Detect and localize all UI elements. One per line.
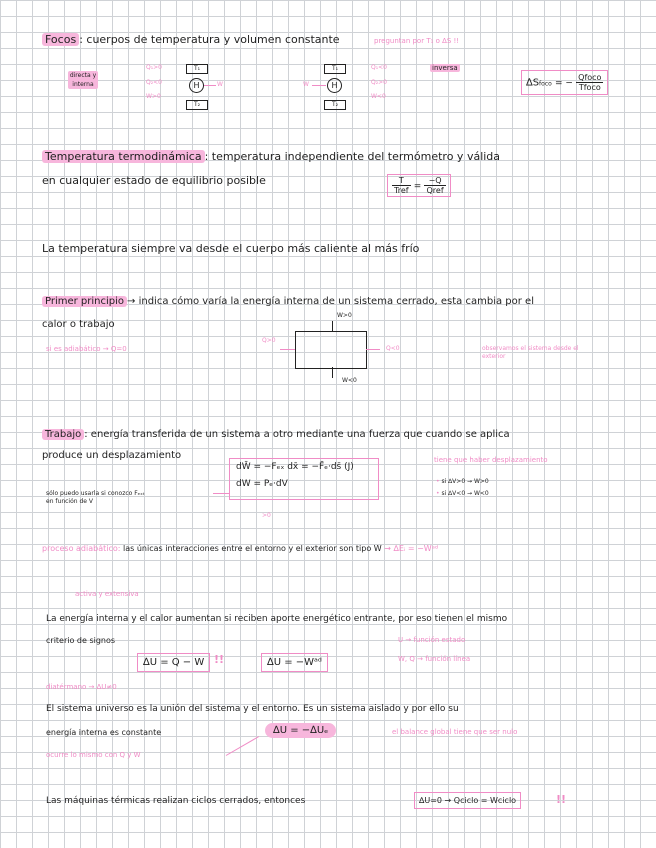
interna-funcion2: W, Q → función línea (398, 655, 471, 663)
right-t2-box: T₂ (324, 100, 346, 110)
entropy-eq: = − (555, 78, 573, 89)
universo-arrow (226, 736, 259, 756)
interna-box2: ∆U = −Wᵃᵈ (261, 653, 328, 672)
system-box (295, 331, 367, 369)
universo-text2: energía interna es constante (46, 728, 162, 737)
adiabatico-result: → ∆Eᵢ = −Wᵃᵈ (384, 544, 439, 553)
trabajo-formula-box (229, 458, 379, 500)
interna-text: La energía interna y el calor aumentan si reciben aporte energético entrante, por eso tienen el mismo (46, 614, 508, 624)
focos-inversa (430, 60, 460, 74)
right-q2: Q₂>0 (371, 79, 387, 86)
focos-text: : cuerpos de temperatura y volumen constante (79, 33, 340, 46)
interna-box1: ∆U = Q − W (137, 653, 210, 672)
w-bottom-arrow (332, 367, 333, 378)
focos-term: Focos (42, 33, 79, 46)
primer-adiabatico: si es adiabático → Q=0 (46, 345, 127, 353)
temp-termo-term: Temperatura termodinámica (42, 150, 205, 163)
q-right-label: Q<0 (386, 345, 400, 352)
focos-question: preguntan por T₁ o ∆S !! (374, 37, 460, 45)
right-w-arrow (312, 85, 326, 86)
tt-rhs (424, 176, 445, 195)
entropy-num: Qfoco (578, 73, 602, 82)
w-top-label: W>0 (337, 312, 352, 319)
focos-directa-label: directa y interna (69, 72, 97, 88)
maquinas-text: Las máquinas térmicas realizan ciclos cerrados, entonces (46, 796, 306, 806)
entropy-sub: foco (539, 80, 552, 88)
trabajo-formula1: dW̄ = −Fₑₓ dx̄ = −F̄ₑ·ds̄ (J) (236, 462, 354, 472)
primer-text2: calor o trabajo (42, 319, 115, 330)
temp-termo-formula (387, 174, 451, 197)
entropy-lhs: ∆S (526, 77, 540, 89)
trabajo-bullet1: • si ∆V>0 → W>0 (436, 478, 489, 485)
maquinas-box: ∆U=0 → Qciclo = Wciclo (414, 792, 521, 809)
left-w-arrow (204, 85, 216, 86)
trabajo-bullet2-text: si ∆V<0 → W<0 (441, 490, 489, 497)
trabajo-term: Trabajo (42, 429, 84, 440)
trabajo-text2: produce un desplazamiento (42, 450, 182, 461)
tt-rhs-num: −Q (424, 176, 445, 186)
tt-lhs-num: T (392, 176, 411, 186)
adiabatico-text: las únicas interacciones entre el entorno y el exterior son tipo W (123, 544, 382, 553)
q-right-arrow (366, 349, 380, 350)
primer-observamos: observamos el sistema desde el exterior (482, 345, 579, 360)
left-q1: Q₁>0 (146, 64, 162, 71)
q-left-label: Q>0 (262, 337, 276, 344)
tt-rhs-den: Qref (426, 186, 444, 195)
temp-flow: La temperatura siempre va desde el cuerpo más caliente al más frío (42, 242, 420, 255)
universo-pill: ∆U = −∆Uₑ (265, 723, 336, 738)
universo-mismo: ocurre lo mismo con Q y W (46, 751, 141, 759)
universo-balance: el balance global tiene que ser nulo (392, 728, 518, 736)
tt-lhs-den: Tref (394, 186, 409, 195)
primer-line (42, 295, 534, 309)
primer-text: → indica cómo varía la energía interna de un sistema cerrado, esta cambia por el (127, 296, 534, 307)
maquinas-excl: !! (556, 793, 567, 806)
focos-line (42, 33, 340, 47)
w-top-arrow (332, 321, 333, 332)
left-q2: Q₂<0 (146, 79, 162, 86)
trabajo-bullet1-text: si ∆V>0 → W>0 (441, 478, 489, 485)
temp-termo-text2: en cualquier estado de equilibrio posible (42, 174, 266, 187)
trabajo-note-arrow (213, 493, 229, 494)
temp-termo-line (42, 150, 500, 164)
left-w-label: W (217, 81, 223, 88)
temp-termo-text: : temperatura independiente del termómetro y válida (204, 150, 501, 163)
trabajo-formula2: dW = Pₑ·dV (236, 479, 288, 489)
interna-excl: !! (214, 653, 225, 666)
trabajo-line (42, 428, 510, 442)
left-t1-box: T₁ (186, 64, 208, 74)
left-t2-box: T₂ (186, 100, 208, 110)
trabajo-formula-arrow: >0 (262, 512, 271, 519)
left-w: W>0 (146, 93, 161, 100)
tt-eq: = (413, 181, 422, 192)
right-w: W<0 (371, 93, 386, 100)
entropy-fraction (576, 73, 603, 92)
left-engine: H (189, 78, 204, 93)
trabajo-text: : energía transferida de un sistema a otro mediante una fuerza que cuando se aplica (84, 429, 510, 440)
universo-text: El sistema universo es la unión del sistema y el entorno. Es un sistema aislado y por ello su (46, 704, 459, 714)
adiabatico-line (42, 542, 438, 556)
entropy-formula (521, 70, 608, 95)
primer-term: Primer principio (42, 296, 127, 307)
q-left-arrow (280, 349, 295, 350)
right-engine: H (327, 78, 342, 93)
focos-directa (64, 62, 98, 89)
interna-text2: criterio de signos (46, 636, 116, 645)
tt-lhs (392, 176, 411, 195)
right-w-label: W (303, 81, 309, 88)
adiabatico-label: proceso adiabático: (42, 544, 121, 553)
trabajo-bullet2: • si ∆V<0 → W<0 (436, 490, 489, 497)
w-bottom-label: W<0 (342, 377, 357, 384)
trabajo-disp-note: tiene que haber desplazamiento (434, 456, 548, 464)
right-t1-box: T₁ (324, 64, 346, 74)
interna-funcion1: U → función estado (398, 636, 466, 644)
right-q1: Q₁<0 (371, 64, 387, 71)
trabajo-note: sólo puedo usarla si conozco Fₑₓₜ en función de V (46, 490, 145, 505)
interna-diatermano: diatérmano → ∆U≠0 (46, 683, 117, 691)
focos-inversa-label: inversa (432, 64, 458, 72)
interna-activa: activa y extensiva (75, 590, 139, 598)
entropy-den: Tfoco (578, 83, 601, 92)
